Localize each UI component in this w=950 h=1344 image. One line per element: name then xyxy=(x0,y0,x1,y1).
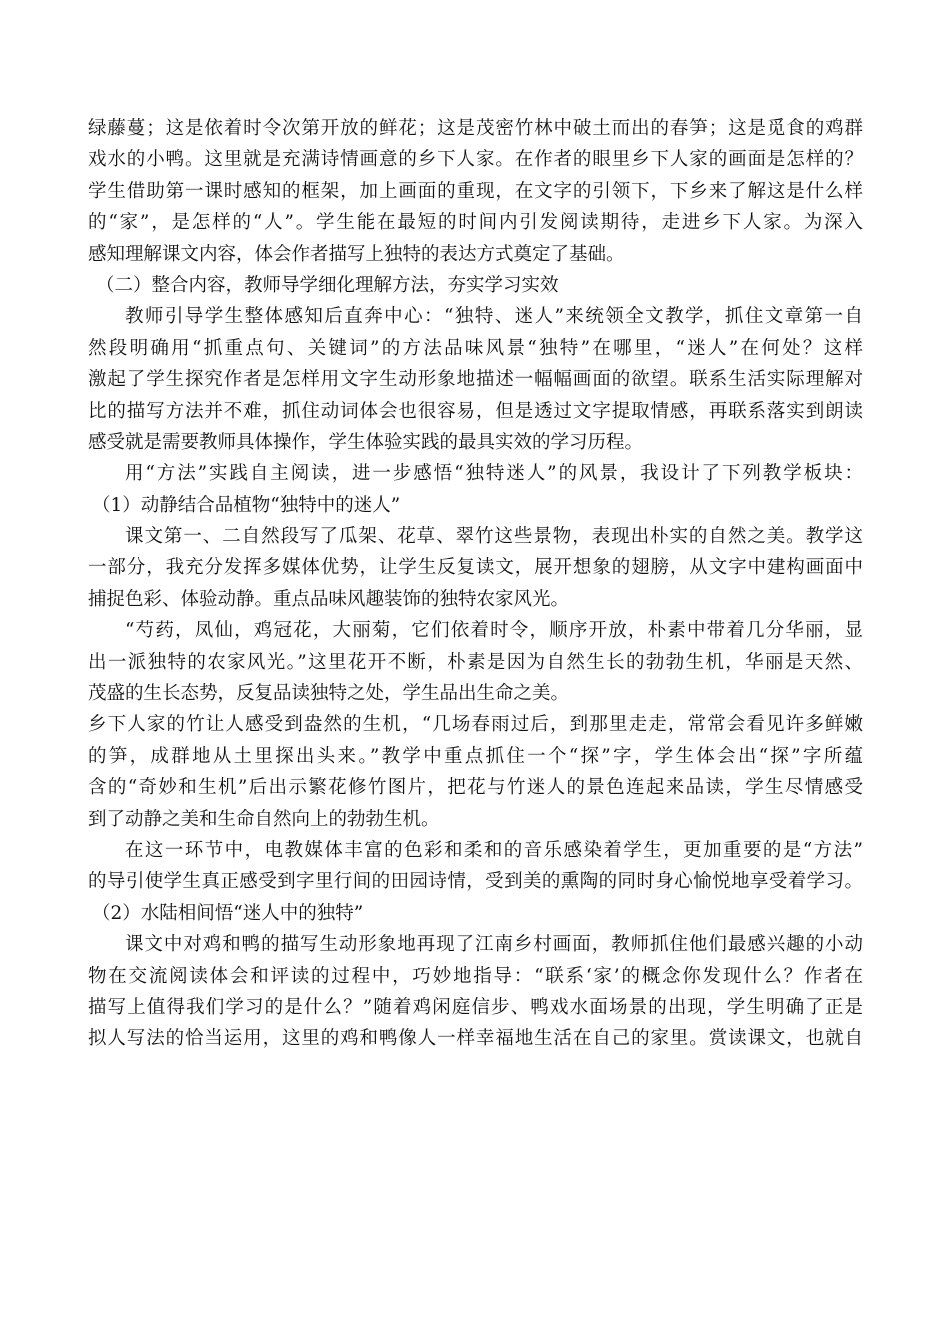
text-line: 课文中对鸡和鸭的描写生动形象地再现了江南乡村画面，教师抓住他们最感兴趣的小动 xyxy=(125,934,863,956)
text-line: 的导引使学生真正感受到字里行间的田园诗情，受到美的熏陶的同时身心愉悦地享受着学习。 xyxy=(88,871,863,893)
text-line: 的笋，成群地从土里探出头来。”教学中重点抓住一个“探”字，学生体会出“探”字所蕴 xyxy=(88,745,863,767)
text-line: 教师引导学生整体感知后直奔中心：“独特、迷人”来统领全文教学，抓住文章第一自 xyxy=(125,306,863,328)
text-line: 感知理解课文内容，体会作者描写上独特的表达方式奠定了基础。 xyxy=(88,243,625,265)
text-line: 描写上值得我们学习的是什么？”随着鸡闲庭信步、鸭戏水面场景的出现，学生明确了正是 xyxy=(88,996,863,1018)
text-line: 物在交流阅读体会和评读的过程中，巧妙地指导：“联系‘家’的概念你发现什么？作者在 xyxy=(88,965,863,987)
text-line: 然段明确用“抓重点句、关键词”的方法品味风景“独特”在哪里，“迷人”在何处？这样 xyxy=(88,337,863,359)
text-line: 拟人写法的恰当运用，这里的鸡和鸭像人一样幸福地生活在自己的家里。赏读课文，也就自 xyxy=(88,1028,863,1050)
text-line: 一部分，我充分发挥多媒体优势，让学生反复读文，展开想象的翅膀，从文字中建构画面中 xyxy=(88,557,863,579)
subsection-heading: （2）水陆相间悟“迷人中的独特” xyxy=(92,902,364,924)
text-line: 学生借助第一课时感知的框架，加上画面的重现，在文字的引领下，下乡来了解这是什么样 xyxy=(88,180,863,202)
text-line: 含的“奇妙和生机”后出示繁花修竹图片，把花与竹迷人的景色连起来品读，学生尽情感受 xyxy=(88,777,863,799)
text-line: 课文第一、二自然段写了瓜架、花草、翠竹这些景物，表现出朴实的自然之美。教学这 xyxy=(125,526,863,548)
text-line: 的“家”，是怎样的“人”。学生能在最短的时间内引发阅读期待，走进乡下人家。为深入 xyxy=(88,212,863,234)
text-line: “芍药，凤仙，鸡冠花，大丽菊，它们依着时令，顺序开放，朴素中带着几分华丽，显 xyxy=(125,620,863,642)
document-page xyxy=(88,113,863,1055)
text-line: 感受就是需要教师具体操作，学生体验实践的最具实效的学习历程。 xyxy=(88,431,644,453)
text-line: 在这一环节中，电教媒体丰富的色彩和柔和的音乐感染着学生，更加重要的是“方法” xyxy=(125,839,863,861)
text-line: 出一派独特的农家风光。”这里花开不断，朴素是因为自然生长的勃勃生机，华丽是天然、 xyxy=(88,651,863,673)
text-line: 比的描写方法并不难，抓住动词体会也很容易，但是透过文字提取情感，再联系落实到朗读 xyxy=(88,400,863,422)
section-heading: （二）整合内容，教师导学细化理解方法，夯实学习实效 xyxy=(96,274,559,296)
text-line: 茂盛的生长态势，反复品读独特之处，学生品出生命之美。 xyxy=(88,683,570,705)
text-line: 到了动静之美和生命自然向上的勃勃生机。 xyxy=(88,808,440,830)
subsection-heading: （1）动静结合品植物“独特中的迷人” xyxy=(92,494,401,516)
text-line: 激起了学生探究作者是怎样用文字生动形象地描述一幅幅画面的欲望。联系生活实际理解对 xyxy=(88,369,863,391)
text-line: 戏水的小鸭。这里就是充满诗情画意的乡下人家。在作者的眼里乡下人家的画面是怎样的？ xyxy=(88,149,863,171)
text-line: 绿藤蔓；这是依着时令次第开放的鲜花；这是茂密竹林中破土而出的春笋；这是觅食的鸡群 xyxy=(88,118,863,139)
text-line: 捕捉色彩、体验动静。重点品味风趣装饰的独特农家风光。 xyxy=(88,588,570,610)
text-line: 用“方法”实践自主阅读，进一步感悟“独特迷人”的风景，我设计了下列教学板块： xyxy=(125,463,863,485)
text-line: 乡下人家的竹让人感受到盎然的生机，“几场春雨过后，到那里走走，常常会看见许多鲜嫩 xyxy=(88,714,863,736)
